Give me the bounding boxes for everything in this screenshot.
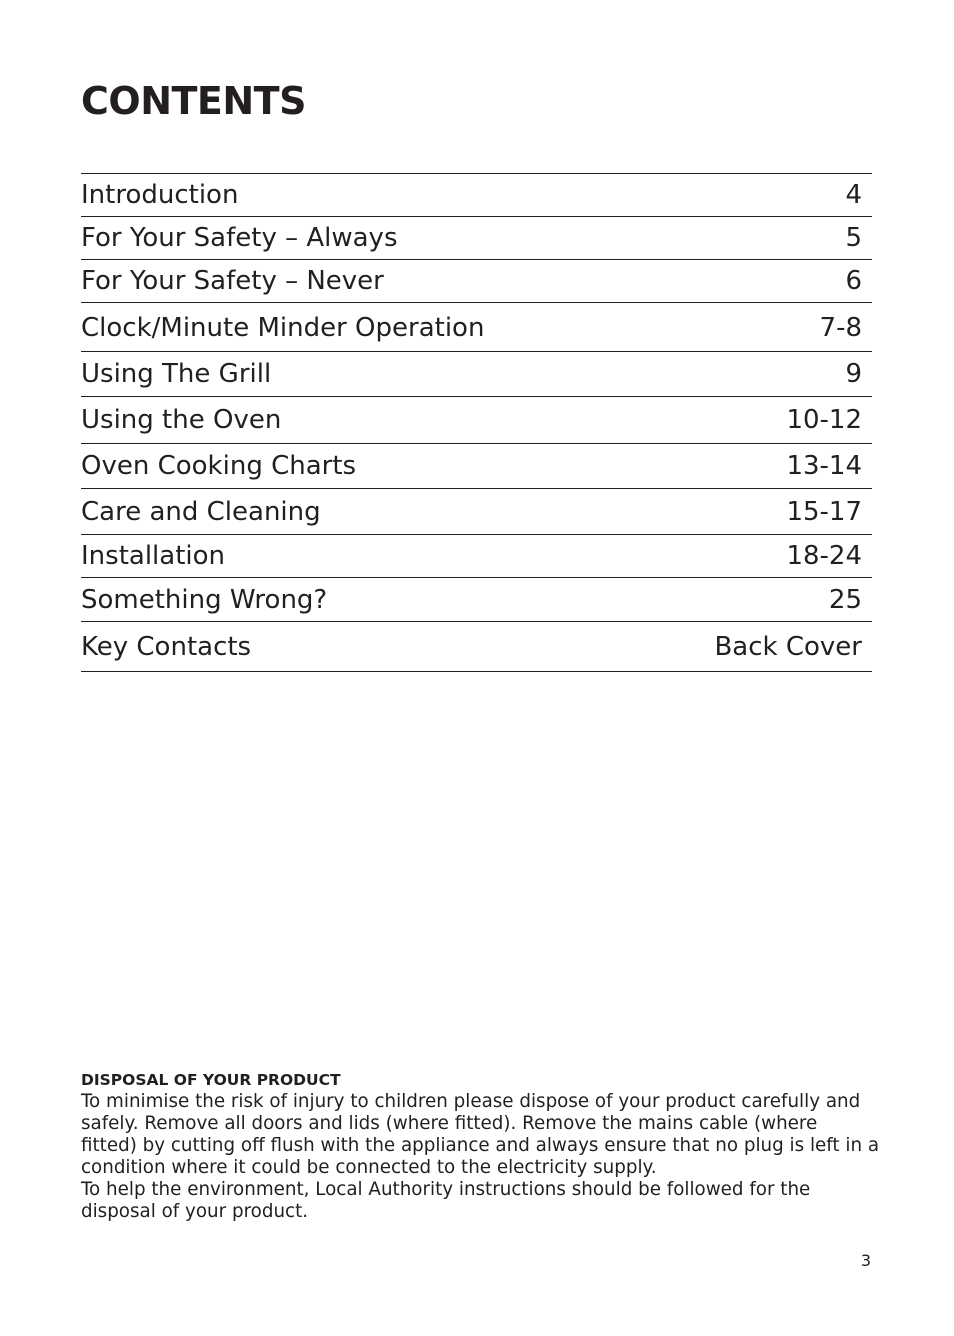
toc-row-clock-minute-minder [81,303,872,352]
toc-entry-title: Introduction [81,180,239,210]
toc-row-safety-never [81,260,872,303]
page-number: 3 [860,1251,871,1270]
toc-entry-title: For Your Safety – Always [81,223,398,253]
toc-entry-title: Installation [81,541,226,571]
toc-row-oven-cooking-charts [81,444,872,489]
disposal-line: To help the environment, Local Authority instructions should be followed for the [81,1179,811,1200]
toc-entry-page: 18-24 [786,541,862,571]
toc-row-introduction [81,174,872,217]
disposal-line: disposal of your product. [81,1201,309,1222]
toc-entry-page: 7-8 [819,313,862,343]
toc-entry-title: Oven Cooking Charts [81,451,357,481]
toc-entry-title: Using The Grill [81,359,272,389]
page-title: CONTENTS [81,79,306,123]
toc-entry-page: 13-14 [786,451,862,481]
toc-entry-title: Key Contacts [81,631,252,662]
toc-entry-title: Clock/Minute Minder Operation [81,313,485,343]
table-of-contents [81,173,872,672]
toc-entry-title: Care and Cleaning [81,496,321,527]
toc-entry-title: Using the Oven [81,405,282,435]
toc-entry-page: 25 [828,584,862,615]
disposal-line: fitted) by cutting off flush with the appliance and always ensure that no plug is left in a [81,1135,880,1156]
toc-entry-page: 4 [845,180,862,210]
toc-row-key-contacts [81,622,872,672]
toc-entry-page: Back Cover [714,631,862,662]
toc-entry-page: 9 [845,359,862,389]
toc-entry-title: For Your Safety – Never [81,266,384,296]
toc-entry-page: 10-12 [786,405,862,435]
toc-entry-page: 6 [845,266,862,296]
toc-entry-title: Something Wrong? [81,584,328,615]
toc-row-using-oven [81,397,872,444]
disposal-line: condition where it could be connected to the electricity supply. [81,1157,657,1178]
toc-entry-page: 15-17 [786,496,862,527]
toc-row-safety-always [81,217,872,260]
toc-row-care-cleaning [81,489,872,535]
toc-row-installation [81,535,872,578]
toc-row-using-grill [81,352,872,397]
disposal-line: safely. Remove all doors and lids (where fitted). Remove the mains cable (where [81,1113,818,1134]
disposal-section [81,1069,880,1223]
toc-row-something-wrong [81,578,872,622]
disposal-heading: DISPOSAL OF YOUR PRODUCT [81,1071,341,1089]
toc-entry-page: 5 [845,223,862,253]
disposal-line: To minimise the risk of injury to children please dispose of your product carefully and [81,1091,861,1112]
